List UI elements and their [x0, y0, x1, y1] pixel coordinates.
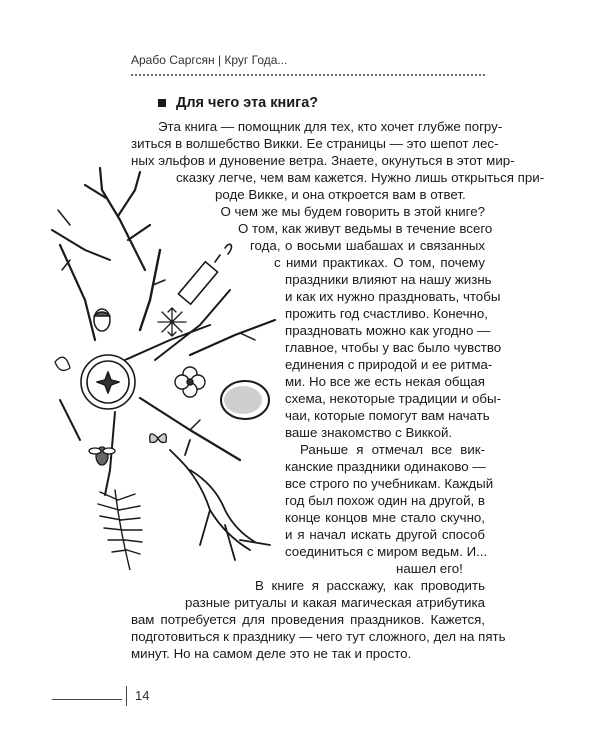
paragraph-line: Эта книга — помощник для тех, кто хочет глубже погру-: [158, 119, 503, 134]
paragraph-line: ваше знакомство с Виккой.: [285, 425, 453, 440]
acorn-icon: [94, 309, 110, 331]
flower-icon: [175, 367, 205, 397]
square-bullet-icon: [158, 99, 166, 107]
footer-divider: [52, 699, 122, 700]
fern-icon: [98, 490, 142, 570]
butterfly-icon: [150, 434, 167, 443]
snowflake-icon: [158, 308, 186, 336]
paragraph-line: роде Викке, и она откроется вам в ответ.: [215, 187, 466, 202]
paragraph-line: нашел его!: [396, 561, 463, 576]
paragraph-line: праздновать можно как угодно —: [285, 323, 491, 338]
paragraph-line: вам потребуется для проведения праздников. Кажется,: [131, 612, 485, 627]
paragraph-line: разные ритуалы и какая магическая атрибутика: [185, 595, 485, 610]
section-heading: [158, 95, 318, 111]
twig-icon: [60, 245, 95, 340]
paragraph-line: Раньше я отмечал все вик-: [300, 442, 485, 457]
paragraph-line: подготовиться к празднику — чего тут сложного, дел на пять: [131, 629, 506, 644]
paragraph-line: соединиться с миром ведьм. И...: [285, 544, 488, 559]
paragraph-line: года, о восьми шабашах и связанных: [250, 238, 485, 253]
candle-icon: [178, 244, 231, 304]
paragraph-line: единения с природой и ее ритма-: [285, 357, 493, 372]
paragraph-line: главное, чтобы у вас было чувство: [285, 340, 502, 355]
paragraph-line: праздники влияют на нашу жизнь: [285, 272, 492, 287]
paragraph-line: год был похож один на другой, в: [285, 493, 485, 508]
paragraph-line: и я начал искать другой способ: [285, 527, 485, 542]
paragraph-line: О чем же мы будем говорить в этой книге?: [220, 204, 485, 219]
page-number: 14: [135, 688, 150, 703]
paragraph-line: схема, некоторые традиции и обы-: [285, 391, 502, 406]
orange-slice-icon: [81, 355, 135, 409]
paragraph-line: канские праздники одинаково —: [285, 459, 486, 474]
root-icon: [170, 440, 270, 560]
paragraph-line: В книге я расскажу, как проводить: [255, 578, 485, 593]
paragraph-line: сказку легче, чем вам кажется. Нужно лишь открыться при-: [176, 170, 545, 185]
paragraph-line: прожить год счастливо. Конечно,: [285, 306, 488, 321]
paragraph-line: конце концов мне стало скучно,: [285, 510, 485, 525]
running-head: Арабо Саргсян | Круг Года...: [131, 53, 288, 67]
header-divider: [131, 74, 485, 76]
paragraph-line: минут. Но на самом деле это не так и просто.: [131, 646, 412, 661]
twig-icon: [140, 250, 160, 330]
footer-separator: [126, 686, 127, 706]
paragraph-line: ных эльфов и дуновение ветра. Знаете, окунуться в этот мир-: [131, 153, 515, 168]
paragraph-line: все строго по учебникам. Каждый: [285, 476, 494, 491]
paragraph-line: чаи, которые помогут вам начать: [285, 408, 490, 423]
paragraph-line: О том, как живут ведьмы в течение всего: [238, 221, 493, 236]
paragraph-line: зиться в волшебство Викки. Ее страницы — это шепот лес-: [131, 136, 499, 151]
paragraph-line: ми. Но все же есть некая общая: [285, 374, 485, 389]
paragraph-line: и как их нужно праздновать, чтобы: [285, 289, 501, 304]
section-heading-text: Для чего эта книга?: [176, 95, 319, 111]
egg-icon: [221, 381, 269, 419]
paragraph-line: с ними практиках. О том, почему: [274, 255, 485, 270]
leaf-icon: [55, 357, 70, 370]
